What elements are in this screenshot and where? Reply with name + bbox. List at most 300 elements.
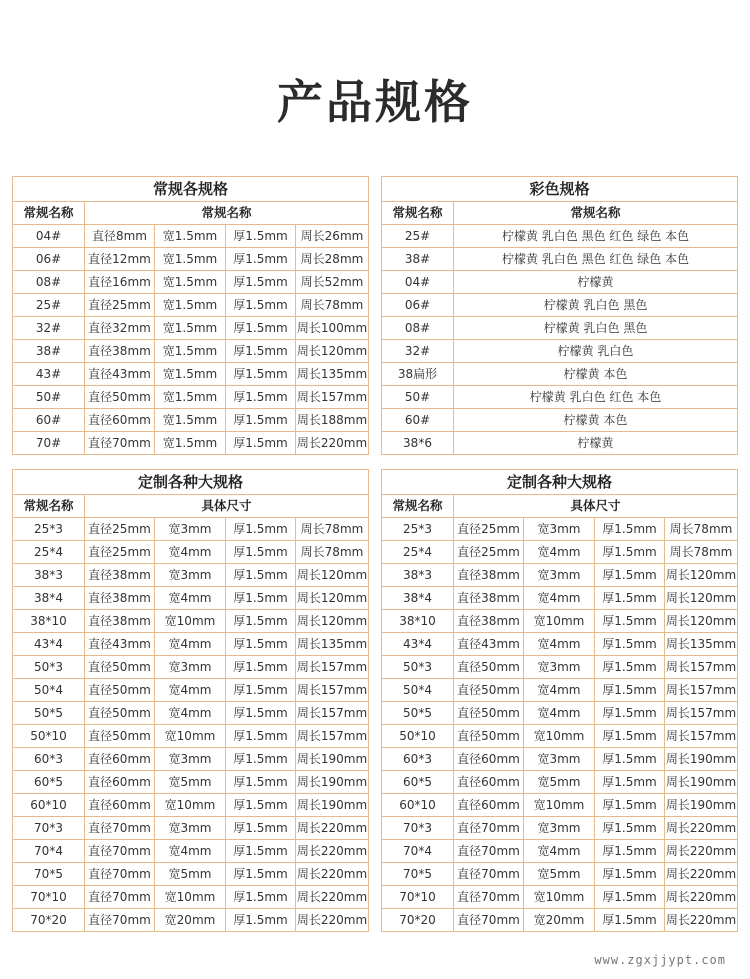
table-cell: 厚1.5mm — [226, 271, 296, 294]
table-cell: 宽3mm — [155, 656, 226, 679]
table-cell: 直径50mm — [454, 725, 524, 748]
table-cell: 柠檬黄 乳白色 黑色 — [454, 294, 738, 317]
table-cell: 70*5 — [13, 863, 85, 886]
table-cell: 柠檬黄 本色 — [454, 363, 738, 386]
table-cell: 周长135mm — [296, 633, 369, 656]
table-row — [13, 656, 369, 679]
table-cell: 25*3 — [13, 518, 85, 541]
table-cell: 直径50mm — [454, 702, 524, 725]
table-row — [382, 886, 738, 909]
custom-spec-table-left — [12, 469, 369, 932]
table-cell: 70# — [13, 432, 85, 455]
table-cell: 厚1.5mm — [595, 748, 665, 771]
table-cell: 厚1.5mm — [226, 587, 296, 610]
table-cell: 周长220mm — [296, 886, 369, 909]
table-cell: 周长190mm — [296, 771, 369, 794]
table-cell: 直径70mm — [454, 886, 524, 909]
table-cell: 60# — [13, 409, 85, 432]
table-cell: 柠檬黄 — [454, 432, 738, 455]
table-cell: 厚1.5mm — [226, 363, 296, 386]
table-cell: 60*10 — [13, 794, 85, 817]
table-cell: 直径16mm — [85, 271, 155, 294]
table-cell: 厚1.5mm — [226, 432, 296, 455]
table-cell: 70*10 — [382, 886, 454, 909]
table-cell: 厚1.5mm — [226, 541, 296, 564]
table-cell: 厚1.5mm — [595, 725, 665, 748]
table-cell: 宽5mm — [155, 771, 226, 794]
table-row — [13, 225, 369, 248]
table-cell: 38# — [13, 340, 85, 363]
table-cell: 周长52mm — [296, 271, 369, 294]
table-row — [13, 840, 369, 863]
color-spec-table — [381, 176, 738, 455]
table-cell: 06# — [382, 294, 454, 317]
table-cell: 宽5mm — [524, 863, 595, 886]
table-cell: 周长78mm — [296, 294, 369, 317]
table-cell: 周长220mm — [296, 432, 369, 455]
table-cell: 25*4 — [382, 541, 454, 564]
table-cell: 宽20mm — [524, 909, 595, 932]
table-cell: 厚1.5mm — [595, 863, 665, 886]
table-cell: 70*20 — [382, 909, 454, 932]
table-cell: 周长78mm — [296, 518, 369, 541]
table-cell: 直径38mm — [85, 587, 155, 610]
table-cell: 宽3mm — [155, 564, 226, 587]
table-cell: 厚1.5mm — [595, 817, 665, 840]
table-cell: 周长120mm — [665, 564, 738, 587]
table-cell: 38*10 — [13, 610, 85, 633]
table-cell: 周长157mm — [296, 386, 369, 409]
table-cell: 周长120mm — [665, 587, 738, 610]
table-row — [13, 610, 369, 633]
table-cell: 厚1.5mm — [226, 817, 296, 840]
table-cell: 宽3mm — [155, 518, 226, 541]
table-cell: 宽1.5mm — [155, 432, 226, 455]
table-cell: 宽1.5mm — [155, 317, 226, 340]
table-cell: 宽4mm — [524, 633, 595, 656]
table-cell: 周长190mm — [665, 771, 738, 794]
table-cell: 直径50mm — [85, 725, 155, 748]
table-cell: 宽10mm — [524, 610, 595, 633]
table-cell: 25# — [382, 225, 454, 248]
table-row — [382, 863, 738, 886]
table-cell: 38*4 — [13, 587, 85, 610]
table-row — [13, 725, 369, 748]
table-cell: 08# — [13, 271, 85, 294]
table-cell: 厚1.5mm — [595, 679, 665, 702]
table-row — [382, 271, 738, 294]
table-cell: 周长220mm — [296, 817, 369, 840]
table-cell: 厚1.5mm — [226, 294, 296, 317]
table-cell: 厚1.5mm — [226, 702, 296, 725]
table-cell: 宽1.5mm — [155, 271, 226, 294]
table-cell: 宽1.5mm — [155, 248, 226, 271]
table-cell: 宽4mm — [524, 840, 595, 863]
table-row — [382, 817, 738, 840]
table-cell: 周长220mm — [665, 886, 738, 909]
table-row — [13, 386, 369, 409]
table-cell: 70*4 — [382, 840, 454, 863]
table-cell: 宽10mm — [524, 725, 595, 748]
table-cell: 32# — [382, 340, 454, 363]
watermark: www.zgxjjypt.com — [594, 953, 726, 967]
table-row — [382, 363, 738, 386]
table-cell: 柠檬黄 乳白色 黑色 红色 绿色 本色 — [454, 248, 738, 271]
table-caption: 定制各种大规格 — [13, 470, 369, 495]
table-cell: 柠檬黄 乳白色 红色 本色 — [454, 386, 738, 409]
table-cell: 厚1.5mm — [226, 679, 296, 702]
table-cell: 直径60mm — [85, 771, 155, 794]
table-cell: 43# — [13, 363, 85, 386]
table-cell: 厚1.5mm — [595, 702, 665, 725]
table-row — [382, 340, 738, 363]
table-row — [13, 886, 369, 909]
table-cell: 周长220mm — [665, 863, 738, 886]
table-row — [13, 294, 369, 317]
table-cell: 厚1.5mm — [226, 340, 296, 363]
table-cell: 宽5mm — [155, 863, 226, 886]
table-cell: 宽10mm — [155, 886, 226, 909]
table-cell: 厚1.5mm — [595, 564, 665, 587]
table-cell: 38*6 — [382, 432, 454, 455]
table-cell: 直径70mm — [85, 909, 155, 932]
table-cell: 厚1.5mm — [595, 794, 665, 817]
table-cell: 直径70mm — [454, 863, 524, 886]
table-row — [13, 363, 369, 386]
table-cell: 60*5 — [382, 771, 454, 794]
table-cell: 厚1.5mm — [226, 633, 296, 656]
table-cell: 宽4mm — [524, 679, 595, 702]
table-cell: 宽20mm — [155, 909, 226, 932]
column-header: 常规名称 — [13, 495, 85, 518]
table-cell: 70*4 — [13, 840, 85, 863]
table-cell: 宽1.5mm — [155, 409, 226, 432]
custom-spec-table-right — [381, 469, 738, 932]
table-cell: 直径70mm — [85, 432, 155, 455]
table-cell: 厚1.5mm — [226, 317, 296, 340]
table-cell: 厚1.5mm — [226, 886, 296, 909]
table-cell: 柠檬黄 乳白色 黑色 — [454, 317, 738, 340]
table-cell: 直径60mm — [454, 771, 524, 794]
table-cell: 直径70mm — [454, 909, 524, 932]
table-cell: 直径70mm — [85, 817, 155, 840]
table-cell: 50*10 — [382, 725, 454, 748]
table-cell: 厚1.5mm — [226, 518, 296, 541]
table-cell: 柠檬黄 乳白色 黑色 红色 绿色 本色 — [454, 225, 738, 248]
table-cell: 宽4mm — [155, 679, 226, 702]
table-cell: 周长120mm — [296, 564, 369, 587]
table-cell: 周长220mm — [296, 909, 369, 932]
table-cell: 厚1.5mm — [595, 633, 665, 656]
table-cell: 宽1.5mm — [155, 363, 226, 386]
table-cell: 50*4 — [382, 679, 454, 702]
table-cell: 宽1.5mm — [155, 294, 226, 317]
table-cell: 直径25mm — [85, 294, 155, 317]
table-cell: 直径60mm — [454, 748, 524, 771]
table-cell: 直径50mm — [85, 679, 155, 702]
column-header: 常规名称 — [454, 202, 738, 225]
table-cell: 直径43mm — [454, 633, 524, 656]
table-cell: 直径38mm — [454, 564, 524, 587]
table-cell: 直径70mm — [454, 840, 524, 863]
table-row — [13, 564, 369, 587]
table-cell: 50*5 — [382, 702, 454, 725]
table-cell: 直径25mm — [454, 518, 524, 541]
column-header: 常规名称 — [85, 202, 369, 225]
table-cell: 周长28mm — [296, 248, 369, 271]
table-cell: 50*10 — [13, 725, 85, 748]
table-cell: 直径12mm — [85, 248, 155, 271]
table-cell: 直径25mm — [85, 518, 155, 541]
table-cell: 50*4 — [13, 679, 85, 702]
table-row — [13, 271, 369, 294]
table-cell: 厚1.5mm — [595, 909, 665, 932]
table-cell: 厚1.5mm — [226, 840, 296, 863]
table-row — [13, 702, 369, 725]
table-row — [382, 386, 738, 409]
table-cell: 周长220mm — [665, 909, 738, 932]
table-cell: 直径50mm — [85, 702, 155, 725]
table-cell: 厚1.5mm — [226, 748, 296, 771]
table-row — [13, 794, 369, 817]
table-cell: 直径70mm — [85, 840, 155, 863]
table-cell: 厚1.5mm — [595, 840, 665, 863]
table-cell: 04# — [13, 225, 85, 248]
table-cell: 厚1.5mm — [595, 541, 665, 564]
table-cell: 宽3mm — [524, 518, 595, 541]
table-row — [13, 587, 369, 610]
table-cell: 厚1.5mm — [226, 863, 296, 886]
column-header: 常规名称 — [382, 495, 454, 518]
table-cell: 宽3mm — [524, 817, 595, 840]
table-cell: 60*3 — [382, 748, 454, 771]
table-cell: 43*4 — [382, 633, 454, 656]
table-cell: 60# — [382, 409, 454, 432]
table-cell: 直径50mm — [85, 656, 155, 679]
table-cell: 厚1.5mm — [226, 386, 296, 409]
column-header: 常规名称 — [382, 202, 454, 225]
table-cell: 周长135mm — [665, 633, 738, 656]
table-cell: 柠檬黄 乳白色 — [454, 340, 738, 363]
table-cell: 周长190mm — [296, 794, 369, 817]
table-cell: 宽4mm — [155, 633, 226, 656]
table-cell: 直径32mm — [85, 317, 155, 340]
regular-spec-table — [12, 176, 369, 455]
table-row — [13, 909, 369, 932]
table-cell: 周长157mm — [296, 679, 369, 702]
table-cell: 周长220mm — [665, 840, 738, 863]
table-cell: 直径8mm — [85, 225, 155, 248]
table-cell: 厚1.5mm — [226, 610, 296, 633]
table-row — [13, 518, 369, 541]
table-cell: 38*4 — [382, 587, 454, 610]
column-header: 具体尺寸 — [454, 495, 738, 518]
table-cell: 宽10mm — [524, 794, 595, 817]
table-cell: 直径38mm — [85, 340, 155, 363]
table-cell: 直径38mm — [454, 610, 524, 633]
table-row — [382, 679, 738, 702]
table-cell: 70*10 — [13, 886, 85, 909]
table-cell: 周长220mm — [296, 840, 369, 863]
table-cell: 50# — [382, 386, 454, 409]
column-header: 常规名称 — [13, 202, 85, 225]
table-cell: 06# — [13, 248, 85, 271]
table-cell: 宽1.5mm — [155, 386, 226, 409]
table-cell: 60*5 — [13, 771, 85, 794]
table-cell: 宽10mm — [155, 610, 226, 633]
table-cell: 厚1.5mm — [226, 409, 296, 432]
table-cell: 宽4mm — [524, 702, 595, 725]
table-cell: 宽10mm — [155, 725, 226, 748]
table-row — [382, 518, 738, 541]
table-cell: 周长220mm — [296, 863, 369, 886]
table-cell: 50*3 — [382, 656, 454, 679]
table-cell: 38*3 — [382, 564, 454, 587]
table-cell: 厚1.5mm — [595, 771, 665, 794]
table-cell: 直径70mm — [85, 863, 155, 886]
table-row — [382, 294, 738, 317]
table-cell: 宽3mm — [155, 748, 226, 771]
table-cell: 宽3mm — [524, 564, 595, 587]
table-cell: 周长157mm — [665, 656, 738, 679]
table-row — [382, 225, 738, 248]
table-cell: 柠檬黄 — [454, 271, 738, 294]
table-cell: 宽4mm — [155, 587, 226, 610]
table-cell: 直径43mm — [85, 633, 155, 656]
table-row — [382, 587, 738, 610]
table-cell: 周长78mm — [665, 541, 738, 564]
table-cell: 周长220mm — [665, 817, 738, 840]
table-cell: 直径50mm — [85, 386, 155, 409]
table-cell: 70*5 — [382, 863, 454, 886]
table-cell: 厚1.5mm — [226, 656, 296, 679]
table-cell: 宽4mm — [155, 541, 226, 564]
table-cell: 50*3 — [13, 656, 85, 679]
table-cell: 08# — [382, 317, 454, 340]
table-cell: 周长120mm — [296, 340, 369, 363]
table-row — [13, 432, 369, 455]
table-cell: 厚1.5mm — [595, 656, 665, 679]
table-row — [13, 633, 369, 656]
table-cell: 周长135mm — [296, 363, 369, 386]
table-cell: 周长190mm — [665, 748, 738, 771]
table-cell: 60*3 — [13, 748, 85, 771]
table-cell: 周长157mm — [665, 725, 738, 748]
table-cell: 厚1.5mm — [226, 725, 296, 748]
table-cell: 32# — [13, 317, 85, 340]
table-row — [382, 771, 738, 794]
table-cell: 周长157mm — [296, 702, 369, 725]
table-cell: 宽4mm — [155, 702, 226, 725]
table-cell: 43*4 — [13, 633, 85, 656]
table-cell: 宽1.5mm — [155, 225, 226, 248]
table-cell: 周长26mm — [296, 225, 369, 248]
table-cell: 周长120mm — [296, 587, 369, 610]
table-row — [13, 679, 369, 702]
table-cell: 周长190mm — [296, 748, 369, 771]
table-cell: 宽3mm — [524, 656, 595, 679]
table-cell: 直径60mm — [85, 409, 155, 432]
table-cell: 直径25mm — [85, 541, 155, 564]
table-cell: 60*10 — [382, 794, 454, 817]
table-cell: 周长120mm — [665, 610, 738, 633]
table-cell: 厚1.5mm — [226, 248, 296, 271]
table-cell: 38# — [382, 248, 454, 271]
table-cell: 周长188mm — [296, 409, 369, 432]
table-cell: 宽4mm — [524, 587, 595, 610]
table-row — [382, 840, 738, 863]
table-cell: 70*3 — [382, 817, 454, 840]
table-cell: 直径38mm — [85, 610, 155, 633]
table-cell: 宽1.5mm — [155, 340, 226, 363]
table-cell: 宽3mm — [524, 748, 595, 771]
table-cell: 50# — [13, 386, 85, 409]
table-cell: 直径25mm — [454, 541, 524, 564]
table-row — [382, 702, 738, 725]
table-row — [382, 432, 738, 455]
table-cell: 直径43mm — [85, 363, 155, 386]
table-cell: 厚1.5mm — [595, 610, 665, 633]
table-cell: 周长190mm — [665, 794, 738, 817]
table-cell: 直径60mm — [85, 748, 155, 771]
table-cell: 周长78mm — [665, 518, 738, 541]
table-row — [13, 541, 369, 564]
table-caption: 彩色规格 — [382, 177, 738, 202]
table-row — [13, 771, 369, 794]
table-cell: 厚1.5mm — [595, 518, 665, 541]
table-cell: 周长157mm — [296, 656, 369, 679]
table-row — [382, 909, 738, 932]
table-cell: 周长120mm — [296, 610, 369, 633]
table-cell: 25*3 — [382, 518, 454, 541]
table-cell: 宽4mm — [524, 541, 595, 564]
table-row — [13, 317, 369, 340]
table-caption: 定制各种大规格 — [382, 470, 738, 495]
table-row — [382, 564, 738, 587]
table-cell: 70*3 — [13, 817, 85, 840]
table-cell: 直径60mm — [454, 794, 524, 817]
table-cell: 直径60mm — [85, 794, 155, 817]
table-cell: 周长157mm — [665, 702, 738, 725]
table-row — [382, 248, 738, 271]
table-row — [382, 633, 738, 656]
table-caption: 常规各规格 — [13, 177, 369, 202]
table-cell: 周长157mm — [296, 725, 369, 748]
table-row — [13, 817, 369, 840]
table-row — [13, 340, 369, 363]
table-cell: 直径38mm — [454, 587, 524, 610]
table-cell: 直径70mm — [85, 886, 155, 909]
table-row — [382, 794, 738, 817]
table-cell: 直径38mm — [85, 564, 155, 587]
table-cell: 70*20 — [13, 909, 85, 932]
table-cell: 厚1.5mm — [595, 587, 665, 610]
table-cell: 25# — [13, 294, 85, 317]
table-cell: 直径50mm — [454, 679, 524, 702]
table-cell: 厚1.5mm — [226, 794, 296, 817]
table-row — [382, 317, 738, 340]
table-cell: 周长157mm — [665, 679, 738, 702]
table-row — [382, 409, 738, 432]
page-title: 产品规格 — [277, 75, 473, 129]
table-cell: 厚1.5mm — [226, 909, 296, 932]
table-cell: 50*5 — [13, 702, 85, 725]
table-row — [13, 248, 369, 271]
table-row — [382, 610, 738, 633]
table-cell: 周长78mm — [296, 541, 369, 564]
table-row — [13, 863, 369, 886]
column-header: 具体尺寸 — [85, 495, 369, 518]
